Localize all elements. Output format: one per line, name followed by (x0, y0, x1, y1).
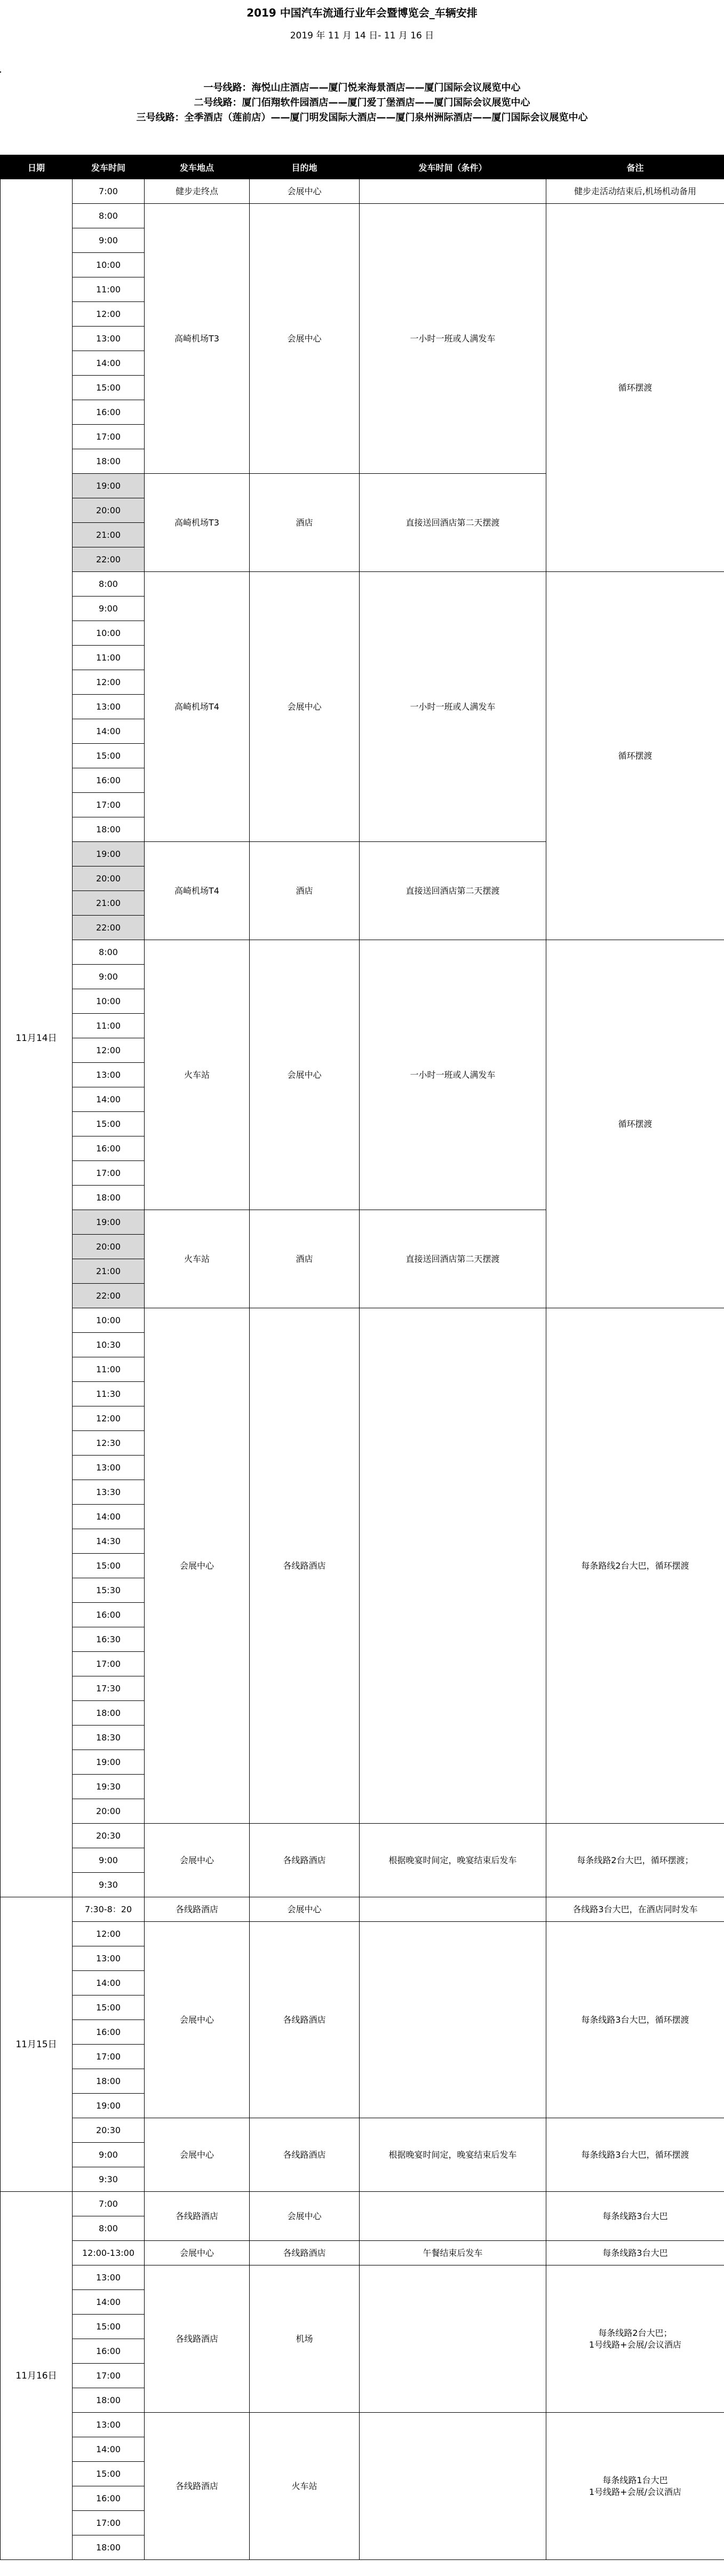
note-cell: 每条线路1台大巴 1号线路+会展/会议酒店 (546, 2413, 724, 2560)
time-cell: 15:00 (73, 1112, 145, 1136)
time-cell: 21:00 (73, 891, 145, 916)
origin-cell: 火车站 (145, 1210, 250, 1308)
origin-cell: 会展中心 (145, 2241, 250, 2265)
note-cell: 每条路线2台大巴，循环摆渡 (546, 1308, 724, 1824)
table-row (1, 1922, 724, 1946)
table-row (1, 940, 724, 965)
time-cell: 13:00 (73, 327, 145, 351)
time-cell: 19:00 (73, 2094, 145, 2118)
condition-cell (360, 179, 546, 204)
note-cell: 每条线路3台大巴，循环摆渡 (546, 2118, 724, 2192)
origin-cell: 各线路酒店 (145, 2192, 250, 2241)
time-cell: 10:30 (73, 1333, 145, 1357)
origin-cell: 高崎机场T4 (145, 572, 250, 842)
time-cell: 19:00 (73, 474, 145, 498)
time-cell: 14:00 (73, 351, 145, 376)
destination-cell: 会展中心 (250, 1897, 360, 1922)
route-line-1: 一号线路：海悦山庄酒店——厦门悦来海景酒店——厦门国际会议展览中心 (203, 82, 521, 93)
time-cell: 9:00 (73, 228, 145, 253)
destination-cell: 各线路酒店 (250, 2118, 360, 2192)
time-cell: 8:00 (73, 2216, 145, 2241)
time-cell: 15:00 (73, 1554, 145, 1578)
time-cell: 19:00 (73, 1210, 145, 1235)
time-cell: 18:00 (73, 2535, 145, 2560)
table-row (1, 2192, 724, 2216)
time-cell: 11:00 (73, 1357, 145, 1382)
destination-cell: 酒店 (250, 842, 360, 940)
time-cell: 8:00 (73, 572, 145, 597)
schedule-table (0, 155, 724, 2560)
time-cell: 18:00 (73, 1186, 145, 1210)
condition-cell: 一小时一班或人满发车 (360, 204, 546, 474)
note-cell: 各线路3台大巴，在酒店同时发车 (546, 1897, 724, 1922)
note-cell: 循环摆渡 (546, 204, 724, 572)
table-row (1, 2413, 724, 2437)
note-cell: 每条线路3台大巴 (546, 2192, 724, 2241)
time-cell: 10:00 (73, 1308, 145, 1333)
origin-cell: 会展中心 (145, 1308, 250, 1824)
date-cell: 11月15日 (1, 1897, 73, 2192)
time-cell: 10:00 (73, 253, 145, 277)
time-cell: 18:00 (73, 2388, 145, 2413)
time-cell: 9:30 (73, 1873, 145, 1897)
time-cell: 20:00 (73, 866, 145, 891)
condition-cell: 根据晚宴时间定，晚宴结束后发车 (360, 2118, 546, 2192)
time-cell: 22:00 (73, 916, 145, 940)
time-cell: 20:30 (73, 1824, 145, 1848)
route-line-2: 二号线路：厦门佰翔软件园酒店——厦门爱丁堡酒店——厦门国际会议展览中心 (194, 97, 530, 108)
time-cell: 7:00 (73, 179, 145, 204)
destination-cell: 会展中心 (250, 2192, 360, 2241)
time-cell: 15:00 (73, 376, 145, 400)
time-cell: 16:00 (73, 1136, 145, 1161)
time-cell: 14:00 (73, 1087, 145, 1112)
note-cell: 健步走活动结束后,机场机动备用 (546, 179, 724, 204)
destination-cell: 各线路酒店 (250, 1824, 360, 1897)
time-cell: 17:00 (73, 1161, 145, 1186)
time-cell: 17:00 (73, 1652, 145, 1676)
time-cell: 9:00 (73, 1848, 145, 1873)
time-cell: 13:00 (73, 695, 145, 719)
time-cell: 10:00 (73, 621, 145, 646)
note-cell: 循环摆渡 (546, 940, 724, 1308)
condition-cell (360, 1897, 546, 1922)
time-cell: 16:00 (73, 2339, 145, 2364)
table-row (1, 2118, 724, 2143)
time-cell: 14:00 (73, 1505, 145, 1529)
origin-cell: 会展中心 (145, 1922, 250, 2118)
condition-cell: 根据晚宴时间定，晚宴结束后发车 (360, 1824, 546, 1897)
date-cell: 11月14日 (1, 179, 73, 1897)
time-cell: 19:30 (73, 1775, 145, 1799)
time-cell: 20:00 (73, 1235, 145, 1259)
destination-cell: 酒店 (250, 474, 360, 572)
time-cell: 17:30 (73, 1676, 145, 1701)
condition-cell (360, 2413, 546, 2560)
time-cell: 17:00 (73, 2364, 145, 2388)
origin-cell: 各线路酒店 (145, 2413, 250, 2560)
time-cell: 9:00 (73, 597, 145, 621)
time-cell: 15:00 (73, 744, 145, 768)
time-cell: 13:00 (73, 2413, 145, 2437)
time-cell: 10:00 (73, 989, 145, 1014)
time-cell: 8:00 (73, 940, 145, 965)
time-cell: 7:00 (73, 2192, 145, 2216)
table-row (1, 1824, 724, 1848)
time-cell: 9:00 (73, 2143, 145, 2167)
destination-cell: 酒店 (250, 1210, 360, 1308)
time-cell: 11:30 (73, 1382, 145, 1406)
schedule-body (1, 179, 724, 2560)
time-cell: 18:30 (73, 1726, 145, 1750)
header-date: 日期 (1, 155, 73, 179)
time-cell: 8:00 (73, 204, 145, 228)
time-cell: 17:00 (73, 2045, 145, 2069)
time-cell: 13:30 (73, 1480, 145, 1505)
date-cell: 11月16日 (1, 2192, 73, 2560)
time-cell: 11:00 (73, 1014, 145, 1038)
condition-cell (360, 1922, 546, 2118)
destination-cell: 各线路酒店 (250, 2241, 360, 2265)
time-cell: 20:00 (73, 1799, 145, 1824)
header-destination: 目的地 (250, 155, 360, 179)
time-cell: 14:00 (73, 1971, 145, 1995)
page-title: 2019 中国汽车流通行业年会暨博览会_车辆安排 (246, 6, 478, 19)
note-cell: 每条线路2台大巴； 1号线路+会展/会议酒店 (546, 2265, 724, 2413)
note-cell: 每条线路3台大巴，循环摆渡 (546, 1922, 724, 2118)
condition-cell (360, 1308, 546, 1824)
time-cell: 15:00 (73, 2462, 145, 2486)
note-cell: 循环摆渡 (546, 572, 724, 940)
time-cell: 11:00 (73, 277, 145, 302)
time-cell: 18:00 (73, 2069, 145, 2094)
time-cell: 15:00 (73, 2315, 145, 2339)
route-line-3: 三号线路：全季酒店（莲前店）——厦门明发国际大酒店——厦门泉州洲际酒店——厦门国际会议展览中心 (136, 112, 588, 123)
time-cell: 12:30 (73, 1431, 145, 1456)
time-cell: 12:00-13:00 (73, 2241, 145, 2265)
time-cell: 15:30 (73, 1578, 145, 1603)
margin-mark (0, 71, 1, 73)
condition-cell: 一小时一班或人满发车 (360, 572, 546, 842)
time-cell: 21:00 (73, 523, 145, 547)
time-cell: 12:00 (73, 670, 145, 695)
time-cell: 14:00 (73, 2290, 145, 2315)
time-cell: 12:00 (73, 1406, 145, 1431)
time-cell: 11:00 (73, 646, 145, 670)
note-cell: 每条线路3台大巴 (546, 2241, 724, 2265)
header-depart-time: 发车时间 (73, 155, 145, 179)
header-note: 备注 (546, 155, 724, 179)
origin-cell: 各线路酒店 (145, 1897, 250, 1922)
time-cell: 16:00 (73, 768, 145, 793)
destination-cell: 各线路酒店 (250, 1922, 360, 2118)
time-cell: 16:00 (73, 1603, 145, 1627)
condition-cell (360, 2192, 546, 2241)
time-cell: 20:30 (73, 2118, 145, 2143)
time-cell: 16:30 (73, 1627, 145, 1652)
origin-cell: 会展中心 (145, 1824, 250, 1897)
time-cell: 14:30 (73, 1529, 145, 1554)
note-cell: 每条线路2台大巴，循环摆渡； (546, 1824, 724, 1897)
origin-cell: 高崎机场T3 (145, 474, 250, 572)
time-cell: 7:30-8：20 (73, 1897, 145, 1922)
time-cell: 21:00 (73, 1259, 145, 1284)
time-cell: 19:00 (73, 1750, 145, 1775)
time-cell: 9:30 (73, 2167, 145, 2192)
condition-cell: 午餐结束后发车 (360, 2241, 546, 2265)
destination-cell: 火车站 (250, 2413, 360, 2560)
time-cell: 16:00 (73, 2020, 145, 2045)
time-cell: 15:00 (73, 1995, 145, 2020)
destination-cell: 会展中心 (250, 179, 360, 204)
origin-cell: 高崎机场T4 (145, 842, 250, 940)
condition-cell: 直接送回酒店第二天摆渡 (360, 1210, 546, 1308)
origin-cell: 高崎机场T3 (145, 204, 250, 474)
time-cell: 12:00 (73, 302, 145, 327)
destination-cell: 会展中心 (250, 204, 360, 474)
header-depart-place: 发车地点 (145, 155, 250, 179)
time-cell: 17:00 (73, 793, 145, 817)
header-condition: 发车时间（条件） (360, 155, 546, 179)
time-cell: 12:00 (73, 1922, 145, 1946)
time-cell: 12:00 (73, 1038, 145, 1063)
time-cell: 19:00 (73, 842, 145, 866)
destination-cell: 会展中心 (250, 572, 360, 842)
origin-cell: 火车站 (145, 940, 250, 1210)
time-cell: 14:00 (73, 719, 145, 744)
time-cell: 13:00 (73, 1063, 145, 1087)
condition-cell (360, 2265, 546, 2413)
table-row (1, 179, 724, 204)
table-row (1, 2265, 724, 2290)
time-cell: 16:00 (73, 400, 145, 425)
time-cell: 13:00 (73, 1946, 145, 1971)
origin-cell: 各线路酒店 (145, 2265, 250, 2413)
time-cell: 18:00 (73, 817, 145, 842)
time-cell: 18:00 (73, 1701, 145, 1726)
time-cell: 13:00 (73, 1456, 145, 1480)
table-row (1, 204, 724, 228)
time-cell: 22:00 (73, 1284, 145, 1308)
condition-cell: 一小时一班或人满发车 (360, 940, 546, 1210)
time-cell: 17:00 (73, 425, 145, 449)
condition-cell: 直接送回酒店第二天摆渡 (360, 842, 546, 940)
time-cell: 22:00 (73, 547, 145, 572)
table-row (1, 2241, 724, 2265)
destination-cell: 各线路酒店 (250, 1308, 360, 1824)
table-row (1, 1308, 724, 1333)
origin-cell: 健步走终点 (145, 179, 250, 204)
table-row (1, 1897, 724, 1922)
time-cell: 13:00 (73, 2265, 145, 2290)
time-cell: 9:00 (73, 965, 145, 989)
time-cell: 18:00 (73, 449, 145, 474)
event-dates: 2019 年 11 月 14 日- 11 月 16 日 (290, 30, 434, 41)
time-cell: 20:00 (73, 498, 145, 523)
header-row (1, 155, 724, 179)
origin-cell: 会展中心 (145, 2118, 250, 2192)
time-cell: 14:00 (73, 2437, 145, 2462)
condition-cell: 直接送回酒店第二天摆渡 (360, 474, 546, 572)
time-cell: 16:00 (73, 2486, 145, 2511)
destination-cell: 机场 (250, 2265, 360, 2413)
destination-cell: 会展中心 (250, 940, 360, 1210)
table-row (1, 572, 724, 597)
time-cell: 17:00 (73, 2511, 145, 2535)
